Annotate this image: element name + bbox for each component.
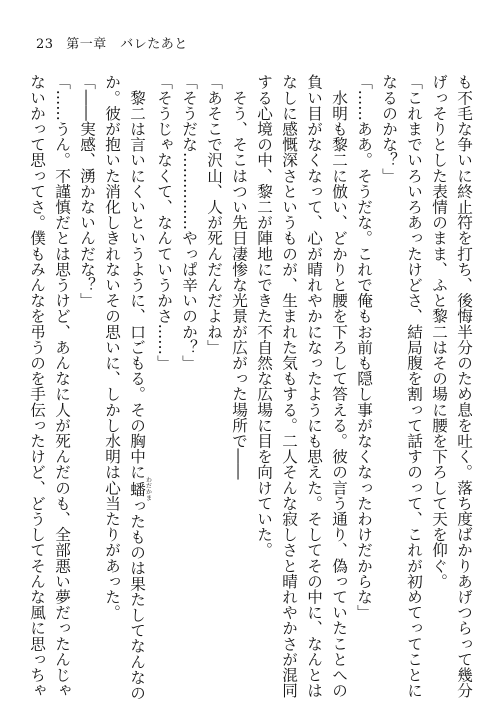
text-segment: ったものは果たしてなんなの bbox=[128, 497, 146, 701]
text-line: 水明も黎二に倣い、どかりと腰を下ろして答える。彼の言う通り、偽っていたことへの bbox=[330, 74, 348, 698]
text-line: げっそりとした表情のまま、ふと黎二はその場に腰を下ろして天を仰ぐ。 bbox=[430, 74, 448, 589]
chapter-title: 第一章 バレたあと bbox=[66, 37, 188, 52]
text-line: そう、そこはつい先日凄惨な光景が広がった場所で―― bbox=[230, 74, 248, 480]
text-line: 負い目がなくなって、心が晴れやかになったようにも思えた。そしてその中に、なんとは bbox=[305, 74, 323, 698]
vertical-text-block bbox=[24, 74, 476, 701]
running-header bbox=[36, 33, 188, 52]
ruby-reading: わだかま bbox=[144, 476, 152, 501]
text-line: 「そうだな……………やっぱ辛いのか？」 bbox=[180, 74, 198, 371]
ruby-base: 蟠 bbox=[128, 476, 146, 501]
text-line: 「……ああ。そうだな。これで俺もお前も隠し事がなくなったわけだからな」 bbox=[355, 74, 373, 620]
text-line: も不毛な争いに終止符を打ち、後悔半分のため息を吐く。落ち度ばかりあげつらって幾分 bbox=[455, 74, 473, 698]
text-line: ないかって思ってさ。僕もみんなを弔うのを手伝ったけど、どうしてそんな風に思っちゃ bbox=[28, 74, 46, 698]
text-line: 「あそこで沢山、人が死んだんだよね」 bbox=[205, 74, 223, 355]
text-line: なるのかな？」 bbox=[380, 74, 398, 184]
text-line: なしに感慨深さというものが、生まれた気もする。二人そんな寂しさと晴れやかさが混同 bbox=[280, 74, 298, 698]
text-line: か。彼が抱いた消化しきれないその思いに、しかし水明は心当たりがあった。 bbox=[103, 74, 121, 620]
text-line: 「そうじゃなくて、なんていうかさ……」 bbox=[155, 74, 173, 371]
text-line: 「――実感、湧かないんだな？」 bbox=[78, 74, 96, 308]
text-segment: 黎二は言いにくいというように、口ごもる。その胸中に bbox=[128, 74, 146, 480]
text-line: する心境の中、黎二が陣地にできた不自然な広場に目を向けていた。 bbox=[255, 74, 273, 558]
text-line: 「これまでいろいろあったけどさ、結局腹を割って話すのって、これが初めてってことに bbox=[405, 74, 423, 698]
ruby-annotation bbox=[128, 476, 152, 501]
text-line: 「……うん。不謹慎だとは思うけど、あんなに人が死んだのも、全部悪い夢だったんじゃ bbox=[53, 74, 71, 698]
text-line bbox=[124, 74, 152, 701]
page-number: 23 bbox=[36, 37, 54, 52]
